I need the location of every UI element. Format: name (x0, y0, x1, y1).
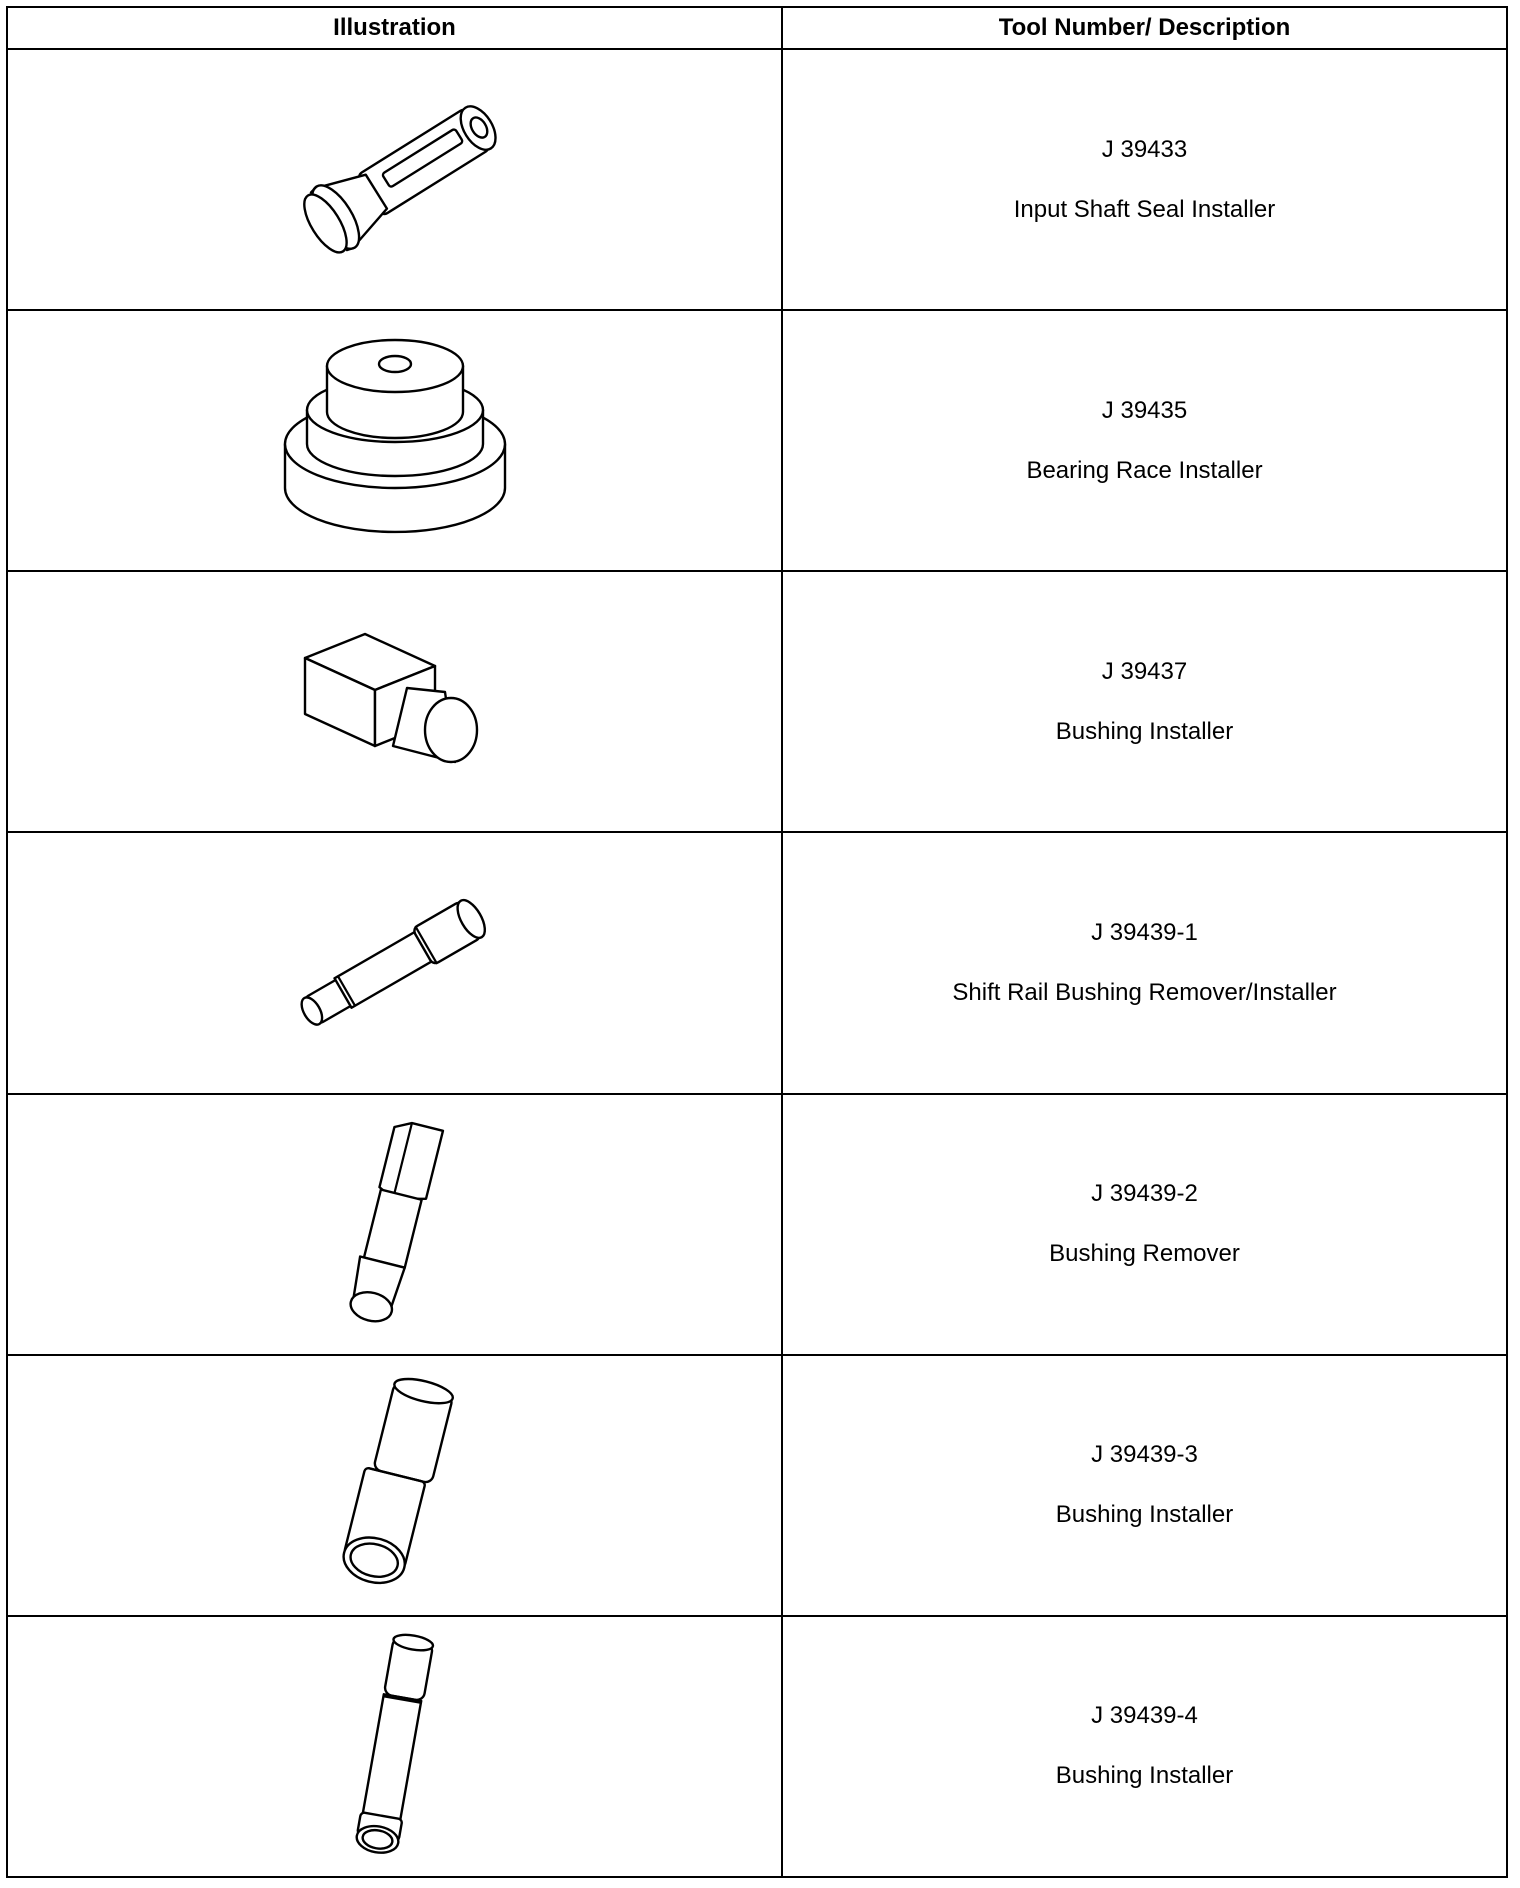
illustration-cell (7, 571, 782, 832)
tool-info-cell (782, 571, 1507, 832)
tool-number: J 39433 (1101, 135, 1188, 163)
special-tools-table (6, 6, 1508, 1878)
bushing-installer-pin-icon (325, 1631, 465, 1861)
bearing-race-installer-icon (275, 326, 515, 556)
shift-rail-bushing-tool-icon (285, 888, 505, 1038)
tool-description: Bearing Race Installer (1026, 456, 1263, 484)
illustration-cell (7, 310, 782, 571)
tool-number: J 39439-3 (1091, 1441, 1198, 1469)
tool-number: J 39439-4 (1091, 1702, 1198, 1730)
illustration-cell (7, 1355, 782, 1616)
seal-installer-icon (265, 90, 525, 270)
table-row (7, 832, 1507, 1093)
table-row (7, 310, 1507, 571)
illustration-cell (7, 1094, 782, 1355)
tool-number: J 39437 (1101, 657, 1188, 685)
table-header-row (7, 7, 1507, 49)
tool-info-cell (782, 310, 1507, 571)
table-row (7, 1094, 1507, 1355)
illustration-cell (7, 49, 782, 310)
tool-number: J 39439-2 (1091, 1180, 1198, 1208)
tool-info-cell (782, 1094, 1507, 1355)
illustration-cell (7, 1616, 782, 1877)
tool-description: Shift Rail Bushing Remover/Installer (952, 978, 1337, 1006)
table-row (7, 49, 1507, 310)
table-row (7, 571, 1507, 832)
bushing-installer-block-icon (285, 622, 505, 782)
tool-description: Bushing Installer (1055, 1501, 1234, 1529)
illustration-cell (7, 832, 782, 1093)
table-row (7, 1355, 1507, 1616)
header-illustration: Illustration (7, 7, 782, 49)
tool-info-cell (782, 1355, 1507, 1616)
tool-info-cell (782, 1616, 1507, 1877)
tool-description: Bushing Remover (1049, 1240, 1240, 1268)
bushing-remover-icon (315, 1114, 475, 1334)
tool-info-cell (782, 49, 1507, 310)
tool-number: J 39439-1 (1091, 918, 1198, 946)
tool-number: J 39435 (1101, 396, 1188, 424)
tool-description: Bushing Installer (1055, 1762, 1234, 1790)
tool-info-cell (782, 832, 1507, 1093)
tool-description: Input Shaft Seal Installer (1013, 195, 1276, 223)
header-tool-description: Tool Number/ Description (782, 7, 1507, 49)
table-row (7, 1616, 1507, 1877)
bushing-installer-icon (310, 1375, 480, 1595)
tool-description: Bushing Installer (1055, 717, 1234, 745)
